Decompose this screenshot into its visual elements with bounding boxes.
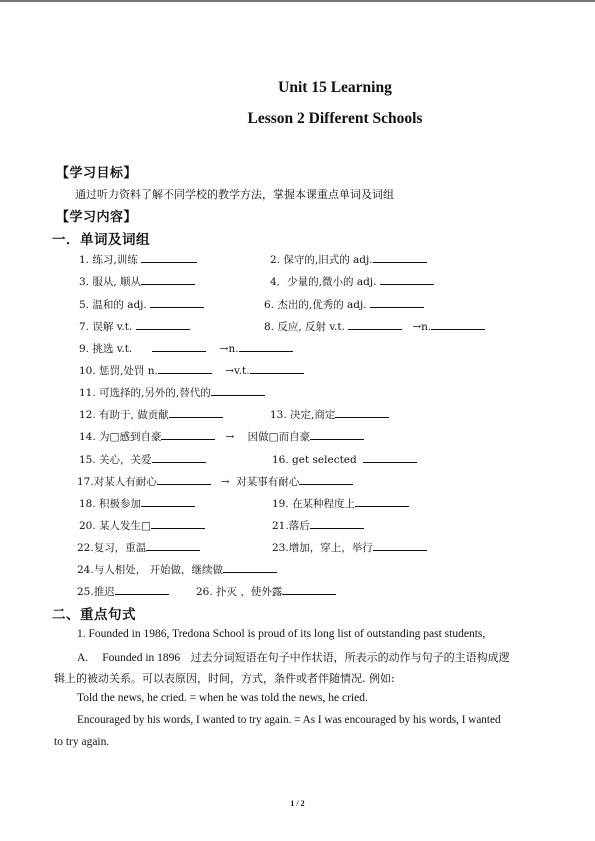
- answer-blank[interactable]: [141, 251, 197, 263]
- goal-text: 通过听力资料了解不同学校的教学方法，掌握本课重点单词及词组: [75, 188, 394, 201]
- vocab-item-17: 17.对某人有耐心 → 对某事有耐心: [77, 473, 353, 489]
- vocab-item-2: 2. 保守的,旧式的 adj.: [270, 251, 427, 267]
- vocab-item-12: 12. 有助于, 做贡献: [79, 406, 223, 422]
- point-a: [77, 649, 542, 665]
- answer-blank[interactable]: [115, 583, 169, 595]
- answer-blank[interactable]: [152, 451, 206, 463]
- answer-blank[interactable]: [158, 362, 212, 374]
- example-sentence-1: Told the news, he cried. = when he was told the news, he cried.: [77, 692, 368, 704]
- vocab-item-8: 8. 反应, 反射 v.t. →n.: [264, 318, 485, 334]
- answer-blank[interactable]: [169, 406, 223, 418]
- answer-blank[interactable]: [157, 473, 211, 485]
- answer-blank[interactable]: [370, 296, 424, 308]
- answer-blank[interactable]: [239, 340, 293, 352]
- answer-blank[interactable]: [310, 517, 364, 529]
- answer-blank[interactable]: [151, 517, 205, 529]
- example-sentence-2-cont: to try again.: [54, 736, 110, 748]
- page-number: 1 / 2: [290, 799, 305, 808]
- answer-blank[interactable]: [136, 318, 190, 330]
- answer-blank[interactable]: [431, 318, 485, 330]
- section1-heading: 一．单词及词组: [52, 232, 150, 248]
- answer-blank[interactable]: [348, 318, 402, 330]
- example-sentence-2: Encouraged by his words, I wanted to try again. = As I was encouraged by his words, I wanted: [77, 714, 501, 726]
- page-subtitle: Lesson 2 Different Schools: [247, 110, 423, 127]
- content-heading: 【学习内容】: [56, 210, 138, 225]
- answer-blank[interactable]: [299, 473, 353, 485]
- vocab-item-3: 3. 服从, 顺从: [79, 273, 195, 289]
- vocab-item-9: 9. 挑选 v.t. →n.: [79, 340, 293, 356]
- vocab-item-6: 6. 杰出的,优秀的 adj.: [264, 296, 424, 312]
- answer-blank[interactable]: [355, 495, 409, 507]
- vocab-item-18: 18. 积极参加: [79, 495, 195, 511]
- vocab-item-24: 24.与人相处， 开始做，继续做: [77, 561, 277, 577]
- vocab-item-22: 22.复习，重温: [77, 539, 200, 555]
- answer-blank[interactable]: [211, 384, 265, 396]
- vocab-item-13: 13. 决定,商定: [270, 406, 389, 422]
- answer-blank[interactable]: [223, 561, 277, 573]
- vocab-item-20: 20. 某人发生□: [79, 517, 205, 533]
- page-title: Unit 15 Learning: [278, 79, 392, 96]
- vocab-item-26: 26. 扑灭 ，使外露: [196, 583, 336, 599]
- vocab-item-4: 4．少量的,微小的 adj.: [270, 273, 434, 289]
- vocab-item-1: 1. 练习,训练: [79, 251, 197, 267]
- answer-blank[interactable]: [161, 428, 215, 440]
- vocab-item-19: 19. 在某种程度上: [272, 495, 409, 511]
- answer-blank[interactable]: [380, 273, 434, 285]
- answer-blank[interactable]: [282, 583, 336, 595]
- answer-blank[interactable]: [335, 406, 389, 418]
- vocab-item-14: 14. 为□感到自豪 → 因做□而自豪: [79, 428, 364, 444]
- vocab-item-16: 16. get selected: [272, 451, 417, 466]
- vocab-item-10: 10. 惩罚,处罚 n. →v.t.: [79, 362, 304, 378]
- answer-blank[interactable]: [373, 539, 427, 551]
- answer-blank[interactable]: [141, 273, 195, 285]
- answer-blank[interactable]: [152, 340, 206, 352]
- key-sentence-1: 1. Founded in 1986, Tredona School is proud of its long list of outstanding past students,: [77, 628, 486, 640]
- answer-blank[interactable]: [150, 296, 204, 308]
- vocab-item-23: 23.增加，穿上，举行: [272, 539, 427, 555]
- answer-blank[interactable]: [363, 451, 417, 463]
- vocab-item-15: 15. 关心，关爱: [79, 451, 206, 467]
- vocab-item-11: 11. 可选择的,另外的,替代的: [79, 384, 265, 400]
- point-a-explanation: 过去分词短语在句子中作状语，所表示的动作与句子的主语构成逻: [190, 651, 510, 664]
- section2-heading: 二、重点句式: [52, 607, 136, 623]
- answer-blank[interactable]: [310, 428, 364, 440]
- goal-heading: 【学习目标】: [56, 166, 138, 181]
- point-a-label: A.: [77, 652, 89, 664]
- vocab-item-21: 21.落后: [272, 517, 364, 533]
- top-border-line: [0, 0, 595, 2]
- answer-blank[interactable]: [250, 362, 304, 374]
- answer-blank[interactable]: [373, 251, 427, 263]
- vocab-item-25: 25.推迟: [77, 583, 169, 599]
- point-a-explanation-cont: 辑上的被动关系。可以表原因，时间，方式，条件或者伴随情况. 例如:: [54, 672, 395, 685]
- vocab-item-7: 7. 误解 v.t.: [79, 318, 190, 334]
- vocab-item-5: 5. 温和的 adj.: [79, 296, 204, 312]
- answer-blank[interactable]: [146, 539, 200, 551]
- answer-blank[interactable]: [141, 495, 195, 507]
- point-a-phrase: Founded in 1896: [102, 652, 181, 664]
